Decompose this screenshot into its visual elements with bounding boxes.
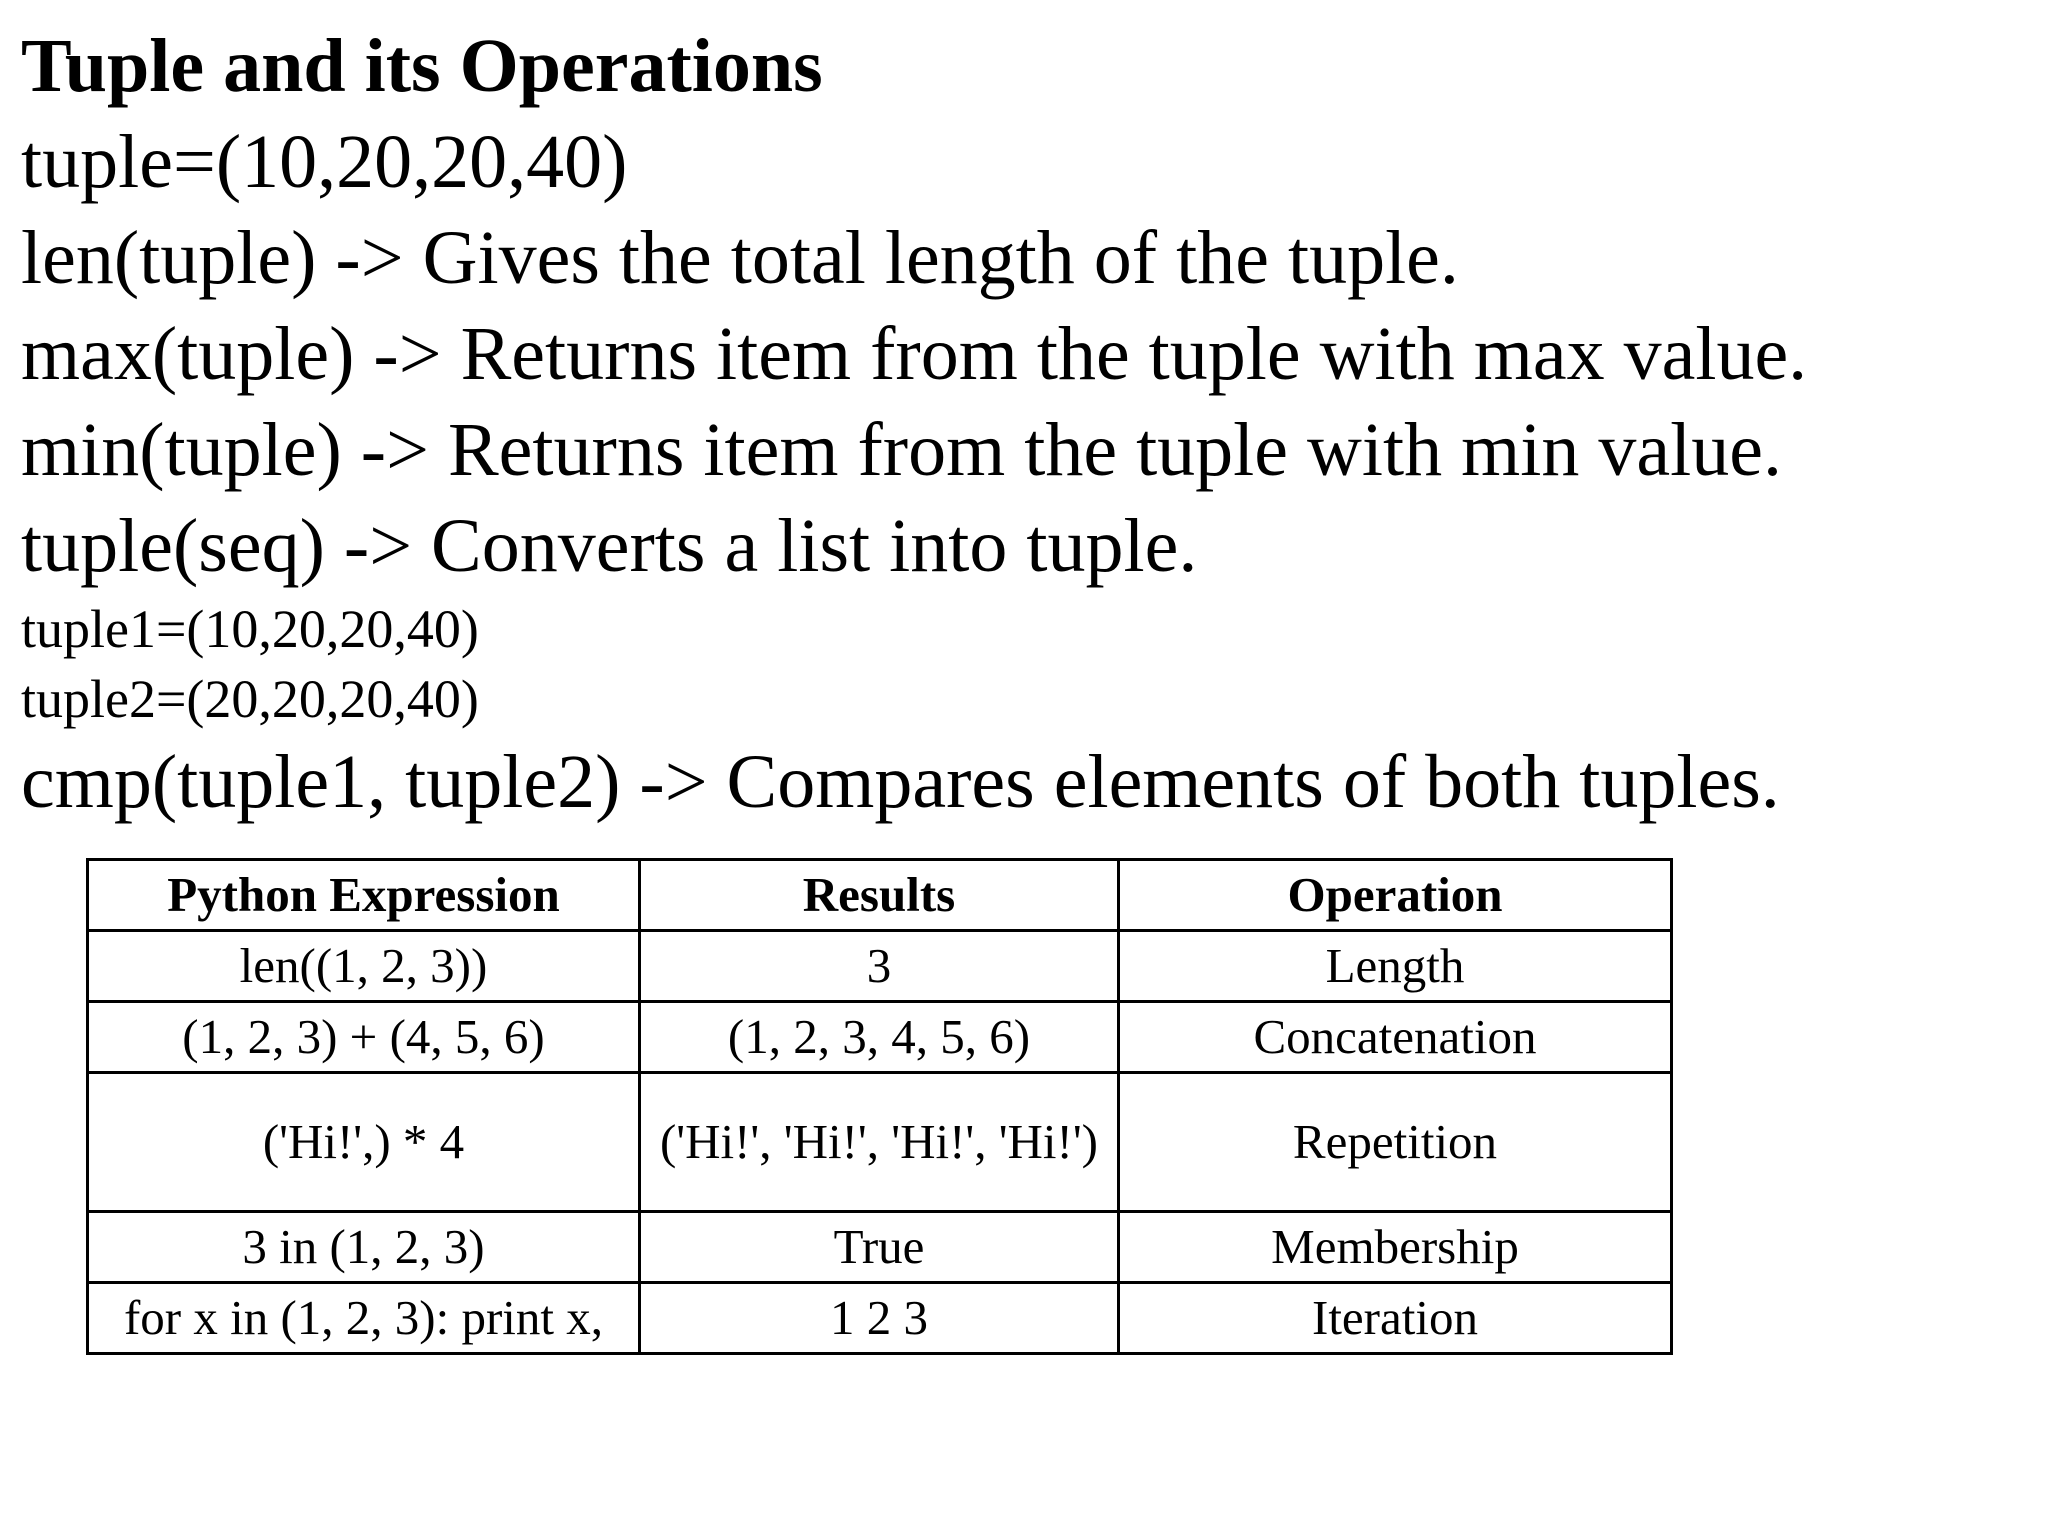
header-python-expression: Python Expression (88, 860, 640, 931)
page-title: Tuple and its Operations (21, 24, 823, 108)
document-page (21, 18, 2021, 830)
header-results: Results (640, 860, 1119, 931)
cell-expression: (1, 2, 3) + (4, 5, 6) (88, 1002, 640, 1073)
tuple1-definition: tuple1=(10,20,20,40) (21, 599, 479, 659)
cell-operation: Length (1119, 931, 1672, 1002)
cell-operation: Iteration (1119, 1283, 1672, 1354)
cell-result: 3 (640, 931, 1119, 1002)
cell-expression: ('Hi!',) * 4 (88, 1073, 640, 1212)
cell-result: 1 2 3 (640, 1283, 1119, 1354)
cell-result: (1, 2, 3, 4, 5, 6) (640, 1002, 1119, 1073)
tuple2-definition: tuple2=(20,20,20,40) (21, 669, 479, 729)
table-row (88, 1002, 1672, 1073)
cell-expression: for x in (1, 2, 3): print x, (88, 1283, 640, 1354)
table-row (88, 1212, 1672, 1283)
cell-result: True (640, 1212, 1119, 1283)
max-description: max(tuple) -> Returns item from the tuple with max value. (21, 312, 1808, 396)
min-description: min(tuple) -> Returns item from the tuple with min value. (21, 408, 1782, 492)
operations-table (86, 858, 1673, 1355)
header-operation: Operation (1119, 860, 1672, 931)
table-row (88, 931, 1672, 1002)
table-row (88, 1283, 1672, 1354)
tuple-seq-description: tuple(seq) -> Converts a list into tuple. (21, 504, 1198, 588)
cell-expression: len((1, 2, 3)) (88, 931, 640, 1002)
table-header-row (88, 860, 1672, 931)
tuple-definition: tuple=(10,20,20,40) (21, 120, 628, 204)
cell-operation: Membership (1119, 1212, 1672, 1283)
cell-operation: Repetition (1119, 1073, 1672, 1212)
cmp-description: cmp(tuple1, tuple2) -> Compares elements of both tuples. (21, 740, 1780, 824)
cell-expression: 3 in (1, 2, 3) (88, 1212, 640, 1283)
cell-operation: Concatenation (1119, 1002, 1672, 1073)
table-row (88, 1073, 1672, 1212)
cell-result: ('Hi!', 'Hi!', 'Hi!', 'Hi!') (640, 1073, 1119, 1212)
len-description: len(tuple) -> Gives the total length of the tuple. (21, 216, 1459, 300)
